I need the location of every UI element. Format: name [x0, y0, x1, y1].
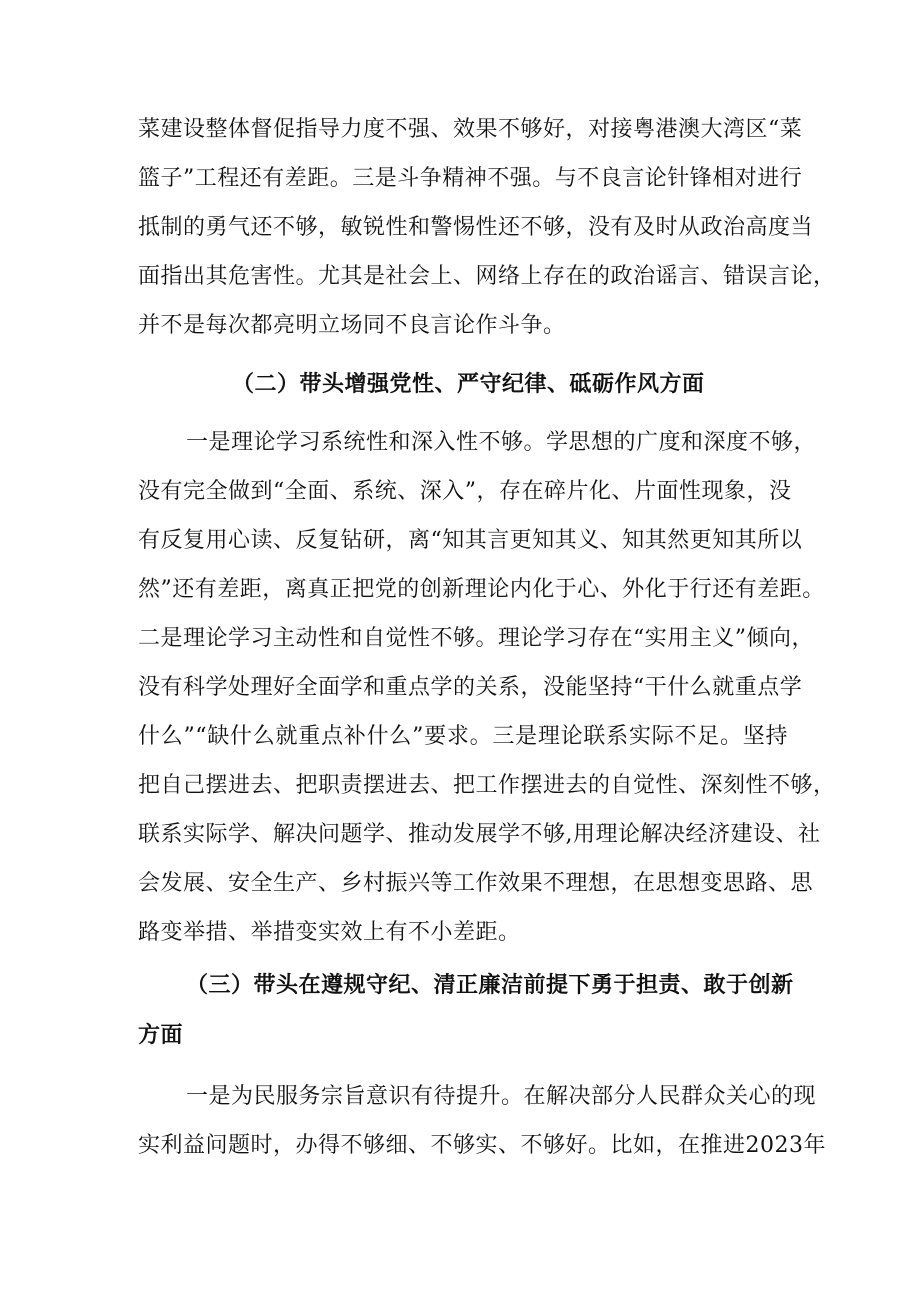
paragraph-2-line-2: 没有完全做到“全面、系统、深入”，存在碎片化、片面性现象，没: [138, 479, 792, 504]
section-heading-3-line-2: 方面: [138, 1022, 184, 1048]
paragraph-2-line-8: 把自己摆进去、把职责摆进去、把工作摆进去的自觉性、深刻性不够，: [138, 773, 836, 798]
paragraph-2-line-5: 二是理论学习主动性和自觉性不够。理论学习存在“实用主义”倾向，: [138, 626, 814, 651]
section-heading-2: （二）带头增强党性、严守纪律、砥砺作风方面: [232, 371, 705, 397]
paragraph-1-line-4: 面指出其危害性。尤其是社会上、网络上存在的政治谣言、错误言论，: [138, 264, 836, 289]
section-heading-3-line-1: （三）带头在遵规守纪、清正廉洁前提下勇于担责、敢于创新: [186, 972, 794, 998]
paragraph-1-line-2: 篮子”工程还有差距。三是斗争精神不强。与不良言论针锋相对进行: [138, 166, 803, 191]
paragraph-1-line-3: 抵制的勇气还不够，敏锐性和警惕性还不够，没有及时从政治高度当: [138, 215, 814, 240]
paragraph-1-line-1: 菜建设整体督促指导力度不强、效果不够好，对接粤港澳大湾区“菜: [138, 117, 803, 142]
paragraph-2-line-3: 有反复用心读、反复钻研，离“知其言更知其义、知其然更知其所以: [138, 528, 803, 553]
paragraph-2-line-6: 没有科学处理好全面学和重点学的关系，没能坚持“干什么就重点学: [138, 675, 803, 700]
paragraph-2-line-11: 路变举措、举措变实效上有不小差距。: [138, 920, 521, 945]
paragraph-1-line-5: 并不是每次都亮明立场同不良言论作斗争。: [138, 313, 566, 338]
paragraph-2-line-1: 一是理论学习系统性和深入性不够。学思想的广度和深度不够，: [186, 430, 817, 455]
paragraph-3-line-1: 一是为民服务宗旨意识有待提升。在解决部分人民群众关心的现: [186, 1084, 817, 1109]
paragraph-2-line-4: 然”还有差距，离真正把党的创新理论内化于心、外化于行还有差距。: [138, 577, 825, 602]
paragraph-2-line-10: 会发展、安全生产、乡村振兴等工作效果不理想，在思想变思路、思: [138, 871, 814, 896]
paragraph-2-line-7: 什么”“缺什么就重点补什么”要求。三是理论联系实际不足。坚持: [138, 724, 788, 749]
paragraph-3-line-2: 实利益问题时，办得不够细、不够实、不够好。比如，在推进2023年: [138, 1133, 826, 1158]
paragraph-2-line-9: 联系实际学、解决问题学、推动发展学不够,用理论解决经济建设、社: [138, 822, 821, 847]
